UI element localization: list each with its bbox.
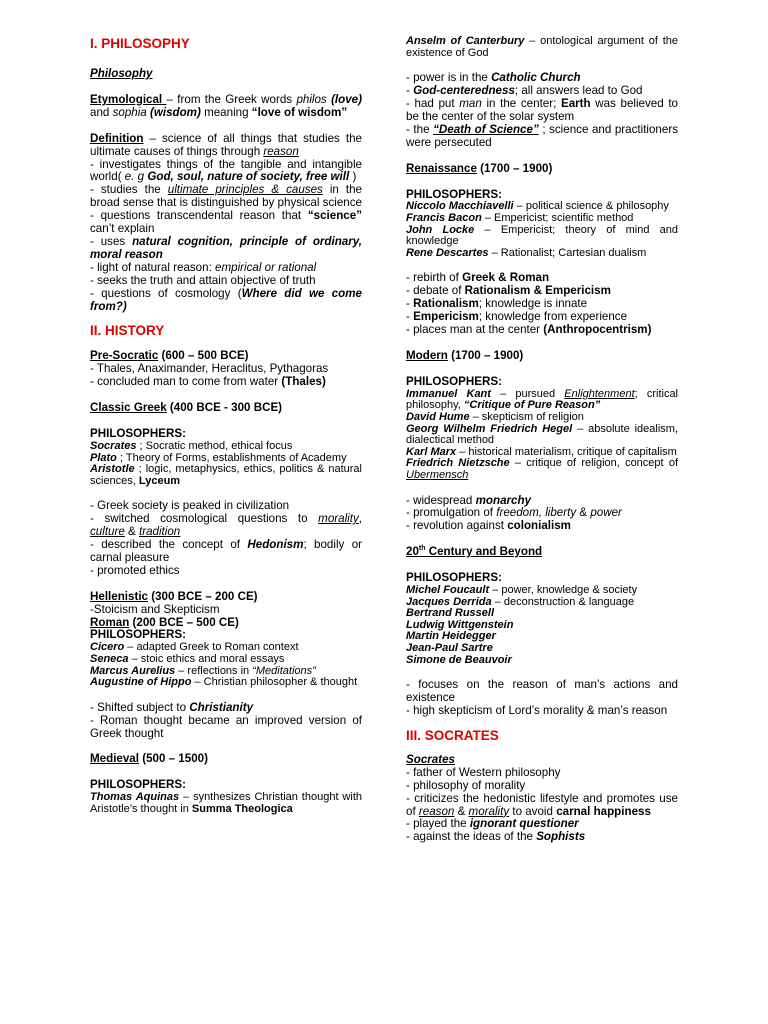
philosopher-hume: David Hume – skepticism of religion (406, 410, 584, 423)
hellenistic-heading: Hellenistic (300 BCE – 200 CE) (90, 589, 258, 603)
stoicism-line: -Stoicism and Skepticism (90, 602, 220, 616)
bullet-hedonism: - described the concept of Hedonism; bodily or carnal pleasure (90, 538, 363, 564)
renaissance-heading: Renaissance (1700 – 1900) (406, 161, 553, 175)
philosopher-marcus-aurelius: Marcus Aurelius – reflections in “Meditations” (90, 664, 316, 677)
philosopher-marx: Karl Marx – historical materialism, critique of capitalism (406, 445, 677, 458)
section-heading-history: II. HISTORY (90, 323, 165, 339)
left-column (90, 36, 362, 815)
bullet-questions-transcendental: - questions transcendental reason that “science” can’t explain (90, 209, 362, 236)
philosopher-anselm: Anselm of Canterbury – ontological argument of the existence of God (406, 35, 678, 59)
philosophers-label: PHILOSOPHERS: (90, 628, 186, 642)
bullet-death-of-science: - the “Death of Science” ; science and practitioners were persecuted (406, 122, 678, 149)
classic-greek-heading: Classic Greek (400 BCE - 300 BCE) (90, 401, 283, 415)
subheading-socrates: Socrates (406, 752, 455, 766)
bullet-empericism: - Empericism; knowledge from experience (406, 310, 628, 324)
etymological-paragraph: Etymological – from the Greek words philos (love) and sophia (wisdom) meaning “love of wisdom” (90, 92, 362, 119)
bullet-debate: - debate of Rationalism & Empericism (406, 284, 611, 298)
presocratic-names: - Thales, Anaximander, Heraclitus, Pythagoras (90, 362, 329, 376)
section-heading-philosophy: I. PHILOSOPHY (90, 36, 190, 51)
bullet-rationalism: - Rationalism; knowledge is innate (406, 297, 588, 311)
philosophers-label: PHILOSOPHERS: (90, 427, 186, 441)
bullet-sophists: - against the ideas of the Sophists (406, 830, 586, 844)
philosopher-descartes: Rene Descartes – Rationalist; Cartesian dualism (406, 246, 647, 259)
philosopher-kant: Immanuel Kant – pursued Enlightenment; critical philosophy, “Critique of Pure Reason” (406, 387, 679, 412)
bullet-studies: - studies the ultimate principles & causes in the broad sense that is distinguished by physical science (90, 183, 362, 210)
philosopher-locke: John Locke – Empericist; theory of mind and knowledge (406, 223, 678, 248)
presocratic-conclusion: - concluded man to come from water (Thales) (90, 375, 326, 389)
philosopher-augustine: Augustine of Hippo – Christian philosopher & thought (90, 676, 358, 689)
philosopher-socrates: Socrates ; Socratic method, ethical focus (90, 439, 293, 452)
roman-heading: Roman (200 BCE – 500 CE) (90, 615, 239, 629)
philosopher-plato: Plato ; Theory of Forms, establishments of Academy (90, 451, 347, 464)
philosopher-heidegger: Martin Heidegger (406, 630, 496, 643)
philosopher-seneca: Seneca – stoic ethics and moral essays (90, 652, 285, 665)
bullet-god-centeredness: - God-centeredness; all answers lead to God (406, 84, 643, 98)
twentieth-century-heading: 20th Century and Beyond (406, 545, 543, 559)
philosopher-aristotle: Aristotle ; logic, metaphysics, ethics, politics & natural sciences, Lyceum (90, 463, 362, 487)
philosopher-sartre: Jean-Paul Sartre (406, 642, 493, 654)
philosopher-aquinas: Thomas Aquinas – synthesizes Christian thought with Aristotle’s thought in Summa Theologica (90, 791, 362, 815)
bullet-roman-thought: - Roman thought became an improved version of Greek thought (90, 713, 362, 740)
bullet-power: - power is in the Catholic Church (406, 71, 581, 85)
modern-heading: Modern (1700 – 1900) (406, 348, 524, 362)
philosopher-russell: Bertrand Russell (406, 607, 495, 620)
bullet-switched: - switched cosmological questions to morality, culture & tradition (90, 512, 362, 539)
bullet-colonialism: - revolution against colonialism (406, 519, 571, 533)
presocratic-heading: Pre-Socratic (600 – 500 BCE) (90, 349, 249, 363)
definition-paragraph: Definition – science of all things that studies the ultimate causes of things through reason (90, 131, 362, 158)
bullet-promulgation: - promulgation of freedom, liberty & power (406, 506, 622, 520)
bullet-seeks: - seeks the truth and attain objective of truth (90, 273, 316, 287)
bullet-philosophy-of-morality: - philosophy of morality (406, 778, 526, 792)
philosopher-bacon: Francis Bacon – Empericist; scientific method (406, 212, 634, 225)
philosophers-label: PHILOSOPHERS: (406, 571, 502, 585)
bullet-skepticism: - high skepticism of Lord’s morality & man’s reason (406, 704, 668, 717)
section-heading-socrates: III. SOCRATES (406, 727, 499, 743)
bullet-father: - father of Western philosophy (406, 765, 561, 779)
bullet-man-center: - had put man in the center; Earth was believed to be the center of the solar system (406, 97, 679, 123)
right-column (406, 36, 678, 844)
bullet-investigates: - investigates things of the tangible and intangible world( e. g God, soul, nature of society, free will ) (90, 157, 362, 184)
philosopher-derrida: Jacques Derrida – deconstruction & language (406, 595, 635, 608)
bullet-criticizes: - criticizes the hedonistic lifestyle and promotes use of reason & morality to avoid carnal happiness (406, 791, 678, 818)
philosopher-cicero: Cicero – adapted Greek to Roman context (90, 641, 299, 654)
bullet-anthropocentrism: - places man at the center (Anthropocentrism) (406, 323, 652, 337)
philosopher-beauvoir: Simone de Beauvoir (406, 653, 512, 666)
bullet-promoted-ethics: - promoted ethics (90, 563, 180, 577)
bullet-greek-society: - Greek society is peaked in civilization (90, 499, 290, 513)
philosopher-hegel: Georg Wilhelm Friedrich Hegel – absolute idealism, dialectical method (406, 422, 678, 447)
philosophers-label: PHILOSOPHERS: (406, 187, 502, 201)
bullet-uses: - uses natural cognition, principle of ordinary, moral reason (90, 234, 362, 261)
bullet-focuses: - focuses on the reason of man’s actions and existence (406, 678, 678, 705)
bullet-ignorant-questioner: - played the ignorant questioner (406, 817, 579, 831)
bullet-rebirth: - rebirth of Greek & Roman (406, 271, 550, 285)
bullet-light: - light of natural reason: empirical or rational (90, 260, 317, 274)
subheading-philosophy: Philosophy (90, 67, 153, 80)
bullet-shifted: - Shifted subject to Christianity (90, 700, 254, 714)
philosopher-foucault: Michel Foucault – power, knowledge & society (406, 584, 638, 597)
philosophers-label: PHILOSOPHERS: (90, 778, 186, 792)
philosopher-macchiavelli: Niccolo Macchiavelli – political science & philosophy (406, 200, 669, 213)
philosophers-label: PHILOSOPHERS: (406, 374, 502, 388)
medieval-heading: Medieval (500 – 1500) (90, 752, 208, 766)
philosopher-nietzsche: Friedrich Nietzsche – critique of religion, concept of Ubermensch (406, 457, 678, 481)
philosopher-wittgenstein: Ludwig Wittgenstein (406, 618, 514, 631)
bullet-monarchy: - widespread monarchy (406, 493, 532, 507)
bullet-cosmology: - questions of cosmology (Where did we come from?) (90, 286, 362, 313)
